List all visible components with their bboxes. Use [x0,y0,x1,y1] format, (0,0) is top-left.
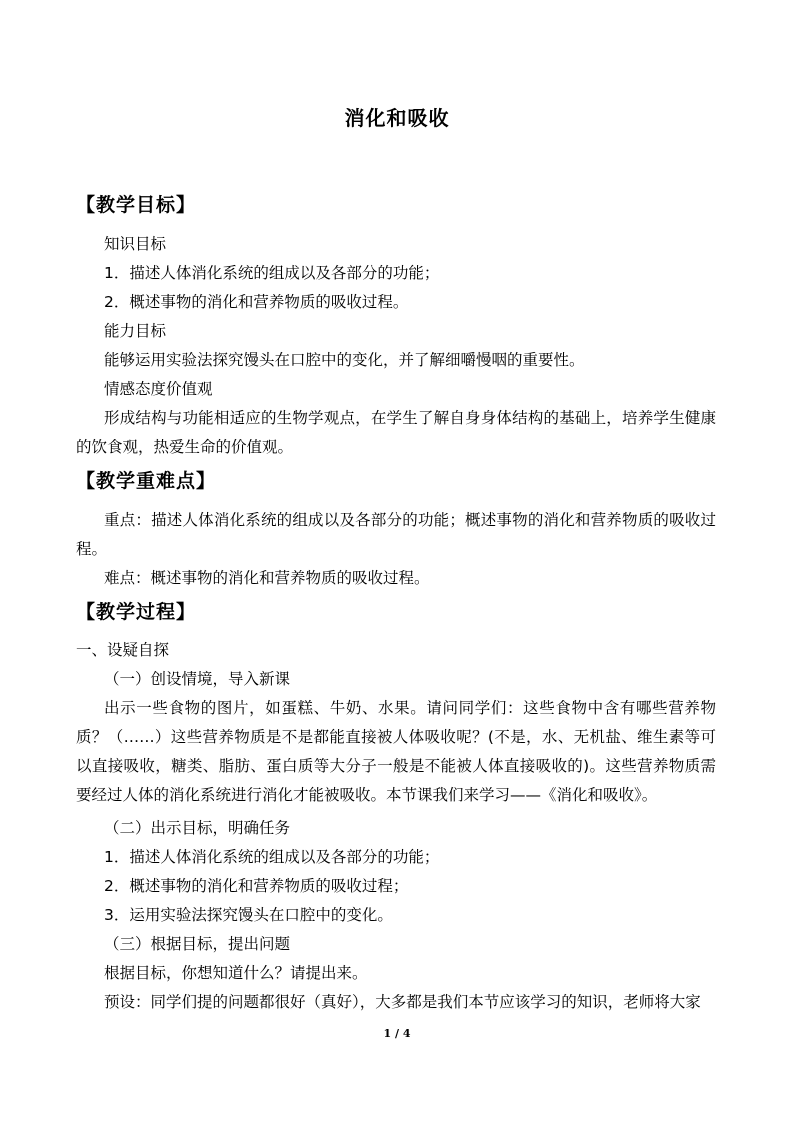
process-part-1: 一、设疑自探 [76,641,170,659]
process-step-3: （三）根据目标，提出问题 [104,935,291,953]
process-goal-2: 2．概述事物的消化和营养物质的吸收过程； [104,877,409,895]
knowledge-objective-label: 知识目标 [104,235,167,253]
process-goal-3: 3．运用实验法探究馒头在口腔中的变化。 [104,906,393,924]
process-preset-text: 预设：同学们提的问题都很好（真好），大多都是我们本节应该学习的知识，老师将大家 [104,993,701,1011]
process-goal-1: 1．描述人体消化系统的组成以及各部分的功能； [104,848,440,866]
emotion-objective-label: 情感态度价值观 [104,380,213,398]
ability-objective-label: 能力目标 [104,322,167,340]
knowledge-objective-2: 2．概述事物的消化和营养物质的吸收过程。 [104,293,409,311]
section-heading-keypoints: 【教学重难点】 [76,470,217,492]
process-step-2: （二）出示目标，明确任务 [104,819,291,837]
process-question-text: 根据目标，你想知道什么？请提出来。 [104,964,368,982]
section-heading-objectives: 【教学目标】 [76,194,197,216]
difficulty-point-text: 难点：概述事物的消化和营养物质的吸收过程。 [104,569,430,587]
section-heading-process: 【教学过程】 [76,601,197,623]
knowledge-objective-1: 1．描述人体消化系统的组成以及各部分的功能； [104,264,440,282]
focus-point-text: 重点：描述人体消化系统的组成以及各部分的功能；概述事物的消化和营养物质的吸收过程。 [76,511,716,558]
process-step-1-text: 出示一些食物的图片，如蛋糕、牛奶、水果。请问同学们：这些食物中含有哪些营养物质？（……）这些营养物质是不是都能直接被人体吸收呢？(不是，水、无机盐、维生素等可以直接吸收，糖类、脂肪、蛋白质等大分子一般是不能被人体直接吸收的)。这些营养物质需要经过人体的消化系统进行消化才能被吸收。本节课我们来学习——《消化和吸收》。 [76,699,716,804]
ability-objective-text: 能够运用实验法探究馒头在口腔中的变化，并了解细嚼慢咽的重要性。 [104,351,585,369]
document-title: 消化和吸收 [344,106,450,130]
emotion-objective-text: 形成结构与功能相适应的生物学观点，在学生了解自身身体结构的基础上，培养学生健康的饮食观，热爱生命的价值观。 [76,409,716,456]
page-number: 1 / 4 [383,1027,411,1040]
process-step-1: （一）创设情境，导入新课 [104,670,291,688]
